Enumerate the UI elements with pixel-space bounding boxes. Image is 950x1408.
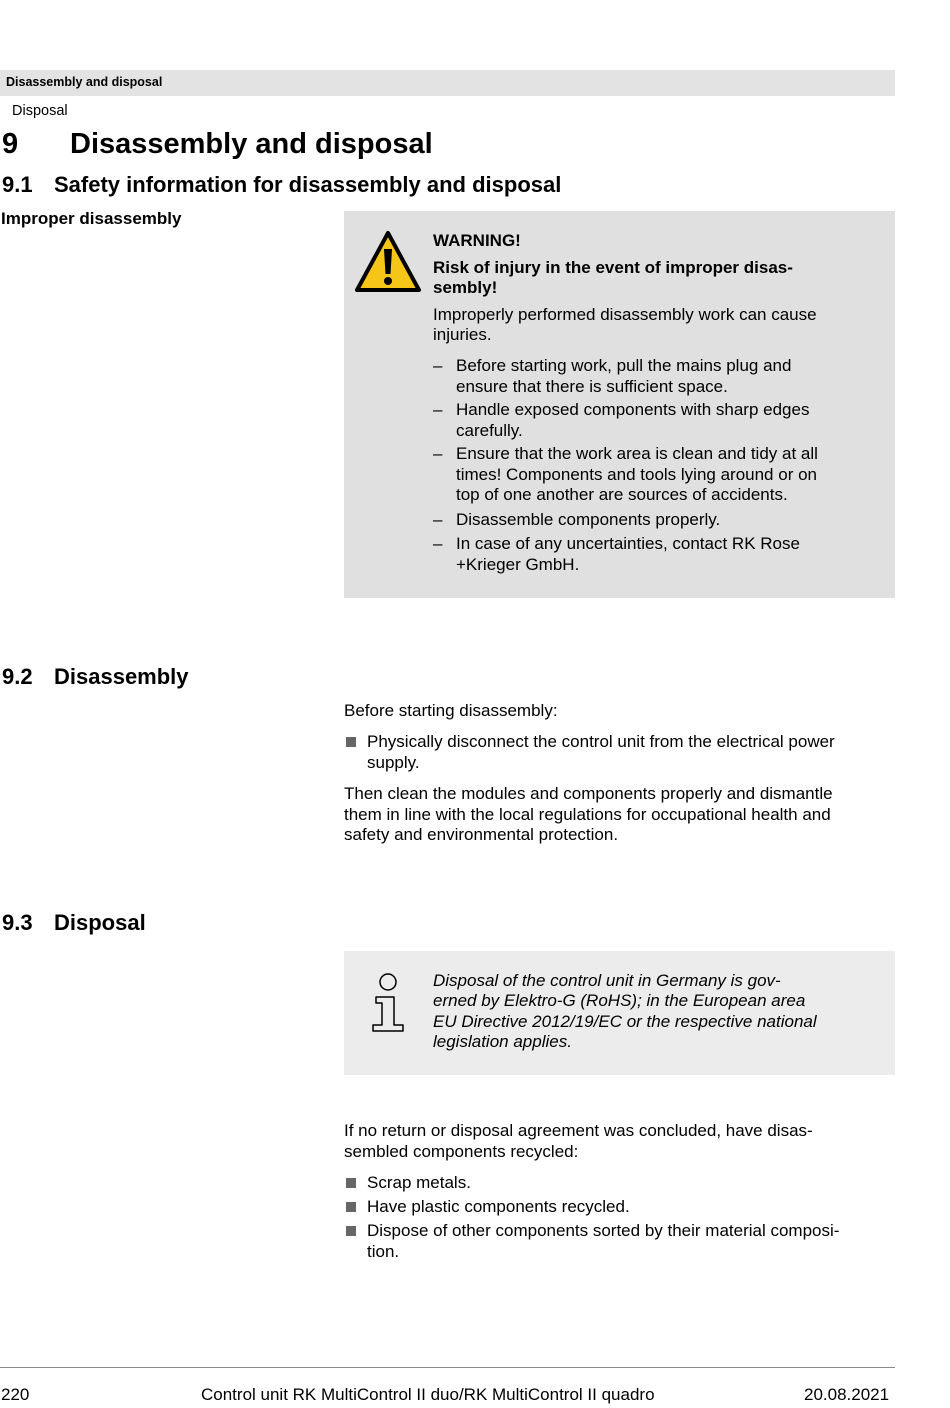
footer-page-number: 220 [1,1385,30,1404]
measure-line: Handle exposed components with sharp edges [456,400,810,419]
bullet-item [344,732,889,773]
bullet-square [346,737,356,747]
warning-description-line: injuries. [433,325,492,344]
dash-marker: – [433,534,443,553]
info-line: Disposal of the control unit in Germany is gov- [433,971,781,990]
dash-marker: – [433,510,443,529]
info-line: EU Directive 2012/19/EC or the respective national [433,1012,817,1031]
footer-document-title: Control unit RK MultiControl II duo/RK MultiControl II quadro [201,1385,655,1404]
running-header-title: Disassembly and disposal [6,75,163,89]
section-9-2-number: 9.2 [2,664,33,689]
warning-measure [433,444,863,506]
info-icon [370,970,406,1034]
bullet-item [344,1221,889,1262]
section-9-1-title: Safety information for disassembly and disposal [54,172,562,197]
info-line: erned by Elektro-G (RoHS); in the European area [433,991,806,1010]
disposal-intro-line: sembled components recycled: [344,1142,579,1161]
disassembly-paragraph-line: Then clean the modules and components properly and dismantle [344,784,833,803]
section-9-3-title: Disposal [54,910,146,935]
bullet-line: supply. [367,752,420,772]
disposal-intro-line: If no return or disposal agreement was concluded, have disas- [344,1121,813,1140]
measure-line: +Krieger GmbH. [456,554,580,574]
section-9-3-number: 9.3 [2,910,33,935]
chapter-number: 9 [2,128,19,160]
bullet-line: Physically disconnect the control unit from the electrical power [367,732,835,751]
section-9-2-title: Disassembly [54,664,189,689]
dash-marker: – [433,356,443,375]
warning-hazard-line: Risk of injury in the event of improper disas- [433,258,793,277]
running-header-subsection: Disposal [12,103,68,119]
warning-measure [433,534,863,575]
warning-hazard-line: sembly! [433,278,498,297]
footer-date: 20.08.2021 [804,1385,890,1404]
bullet-line: Have plastic components recycled. [367,1197,630,1216]
section-9-1-number: 9.1 [2,172,33,197]
measure-line: Before starting work, pull the mains plug and [456,356,792,375]
warning-measure [433,400,863,441]
info-line: legislation applies. [433,1032,572,1051]
bullet-line: tion. [367,1241,400,1261]
warning-signal-word: WARNING! [433,231,521,250]
warning-description-line: Improperly performed disassembly work can cause [433,305,817,324]
bullet-line: Dispose of other components sorted by their material composi- [367,1221,840,1240]
measure-line: carefully. [456,420,523,440]
warning-triangle-icon [353,229,423,295]
measure-line: Disassemble components properly. [456,510,721,529]
bullet-line: Scrap metals. [367,1173,471,1192]
measure-line: In case of any uncertainties, contact RK Rose [456,534,800,553]
warning-measure [433,510,863,531]
chapter-title: Disassembly and disposal [70,128,433,160]
disassembly-paragraph-line: safety and environmental protection. [344,825,619,844]
bullet-item [344,1197,889,1218]
disassembly-paragraph-line: them in line with the local regulations for occupational health and [344,805,831,824]
side-label-improper-disassembly: Improper disassembly [1,209,182,228]
bullet-square [346,1202,356,1212]
bullet-square [346,1178,356,1188]
dash-marker: – [433,400,443,419]
disassembly-intro: Before starting disassembly: [344,701,558,720]
measure-line: ensure that there is sufficient space. [456,376,728,396]
dash-marker: – [433,444,443,463]
footer-divider [0,1367,895,1368]
measure-line: Ensure that the work area is clean and tidy at all [456,444,818,463]
bullet-item [344,1173,889,1194]
warning-measure [433,356,863,397]
bullet-square [346,1226,356,1236]
measure-line: times! Components and tools lying around or on [456,464,817,484]
measure-line: top of one another are sources of accidents. [456,485,788,504]
